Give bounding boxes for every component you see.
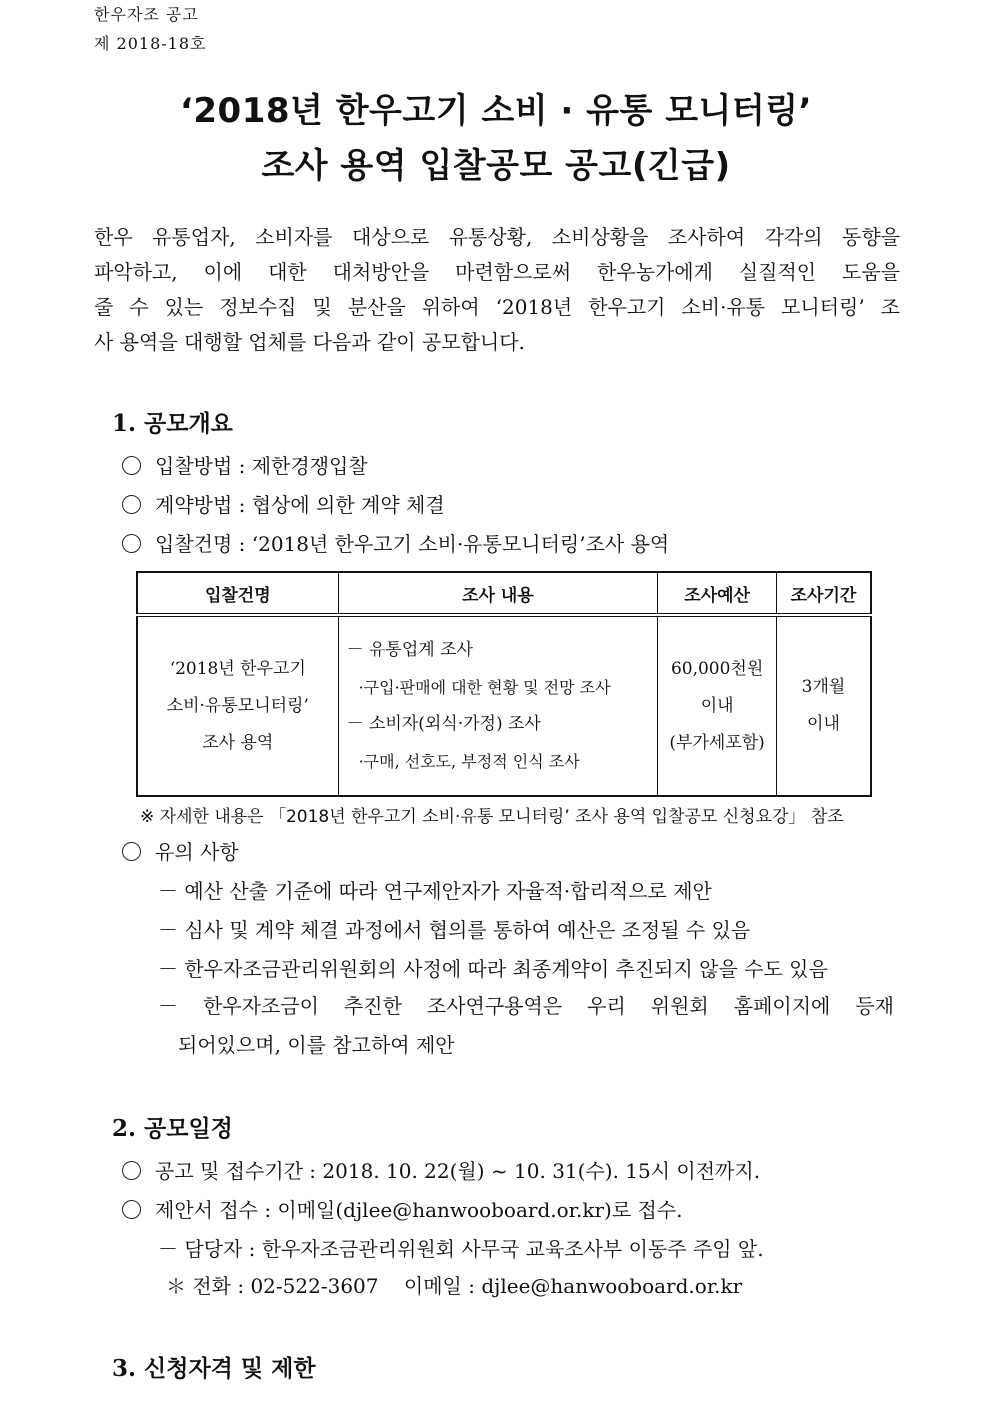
period-cell xyxy=(776,615,871,796)
cell-line: ·구입·판매에 대한 현황 및 전망 조사 xyxy=(358,678,611,697)
intro-line: 줄 수 있는 정보수집 및 분산을 위하여 ‘2018년 한우고기 소비·유통 모니터링’ 조 xyxy=(94,295,900,319)
table-header: 입찰건명 xyxy=(137,572,338,615)
cell-line: 소비·유통모니터링’ xyxy=(166,695,309,716)
intro-paragraph xyxy=(94,220,900,360)
submission-text: 제안서 접수 : 이메일(djlee@hanwooboard.or.kr)로 접수. xyxy=(155,1198,683,1222)
section3-heading: 3. 신청자격 및 제한 xyxy=(112,1355,316,1382)
table-header: 조사예산 xyxy=(658,572,777,615)
circle-bullet-icon xyxy=(122,1200,141,1219)
contact-person: － 담당자 : 한우자조금관리위원회 사무국 교육조사부 이동주 주임 앞. xyxy=(158,1237,764,1261)
notes-heading-item xyxy=(122,836,239,865)
cell-line: 조사 용역 xyxy=(202,732,274,753)
cell-line: 이내 xyxy=(807,714,840,734)
reference-note: ※ 자세한 내용은 「2018년 한우고기 소비·유통 모니터링’ 조사 용역 입찰공모 신청요강」 참조 xyxy=(140,807,844,827)
page-title-line1: ‘2018년 한우고기 소비 · 유통 모니터링’ xyxy=(179,91,813,131)
notes-heading-text: 유의 사항 xyxy=(155,840,239,864)
cell-line: 3개월 xyxy=(801,677,846,697)
doc-number: 제 2018-18호 xyxy=(94,34,207,53)
budget-cell xyxy=(658,615,777,796)
note-line: 되어있으며, 이를 참고하여 제안 xyxy=(178,1033,455,1057)
contract-method-item xyxy=(122,489,445,518)
bid-summary-table xyxy=(136,571,872,797)
schedule-item xyxy=(122,1155,760,1184)
intro-line: 사 용역을 대행할 업체를 다음과 같이 공모합니다. xyxy=(94,330,525,354)
schedule-text: 공고 및 접수기간 : 2018. 10. 22(월) ~ 10. 31(수). 15시 이전까지. xyxy=(155,1159,761,1183)
section2-heading: 2. 공모일정 xyxy=(112,1115,233,1142)
cell-line: 이내 xyxy=(700,695,734,716)
intro-line: 한우 유통업자, 소비자를 대상으로 유통상황, 소비상황을 조사하여 각각의 동향을 xyxy=(94,225,900,249)
cell-line: － 소비자(외식·가정) 조사 xyxy=(346,714,541,734)
note-item: － 심사 및 계약 체결 과정에서 협의를 통하여 예산은 조정될 수 있음 xyxy=(158,918,751,942)
contact-phone-email: ＊ 전화 : 02-522-3607 이메일 : djlee@hanwooboard.or.kr xyxy=(166,1274,743,1298)
cell-line: ·구매, 선호도, 부정적 인식 조사 xyxy=(358,752,580,771)
table-header: 조사기간 xyxy=(776,572,871,615)
circle-bullet-icon xyxy=(122,534,141,553)
note-item: － 한우자조금관리위원회의 사정에 따라 최종계약이 추진되지 않을 수도 있음 xyxy=(158,957,828,981)
note-line: － 한우자조금이 추진한 조사연구용역은 우리 위원회 홈페이지에 등재 xyxy=(158,994,894,1018)
bid-method-text: 입찰방법 : 제한경쟁입찰 xyxy=(155,454,368,478)
circle-bullet-icon xyxy=(122,1161,141,1180)
circle-bullet-icon xyxy=(122,842,141,861)
bid-title-item xyxy=(122,528,669,557)
note-item: － 예산 산출 기준에 따라 연구제안자가 자율적·합리적으로 제안 xyxy=(158,879,712,903)
survey-content-cell xyxy=(338,615,658,796)
cell-line: ‘2018년 한우고기 xyxy=(169,658,306,679)
intro-line: 파악하고, 이에 대한 대처방안을 마련함으로써 한우농가에게 실질적인 도움을 xyxy=(94,260,900,284)
cell-line: － 유통업계 조사 xyxy=(346,640,473,660)
bid-title-text: 입찰건명 : ‘2018년 한우고기 소비·유통모니터링’조사 용역 xyxy=(155,532,670,556)
circle-bullet-icon xyxy=(122,456,141,475)
section1-heading: 1. 공모개요 xyxy=(112,410,233,437)
table-row xyxy=(137,615,871,796)
doc-org-label: 한우자조 공고 xyxy=(94,5,199,24)
cell-line: (부가세포함) xyxy=(669,732,765,753)
table-header-row xyxy=(137,572,871,615)
contract-method-text: 계약방법 : 협상에 의한 계약 체결 xyxy=(155,493,445,517)
bid-method-item xyxy=(122,450,368,479)
cell-line: 60,000천원 xyxy=(670,658,764,679)
table-header: 조사 내용 xyxy=(338,572,658,615)
submission-item xyxy=(122,1194,683,1223)
circle-bullet-icon xyxy=(122,495,141,514)
note-item-multiline xyxy=(158,987,894,1065)
page-title-line2: 조사 용역 입찰공모 공고(긴급) xyxy=(261,146,731,186)
bid-name-cell xyxy=(137,615,338,796)
